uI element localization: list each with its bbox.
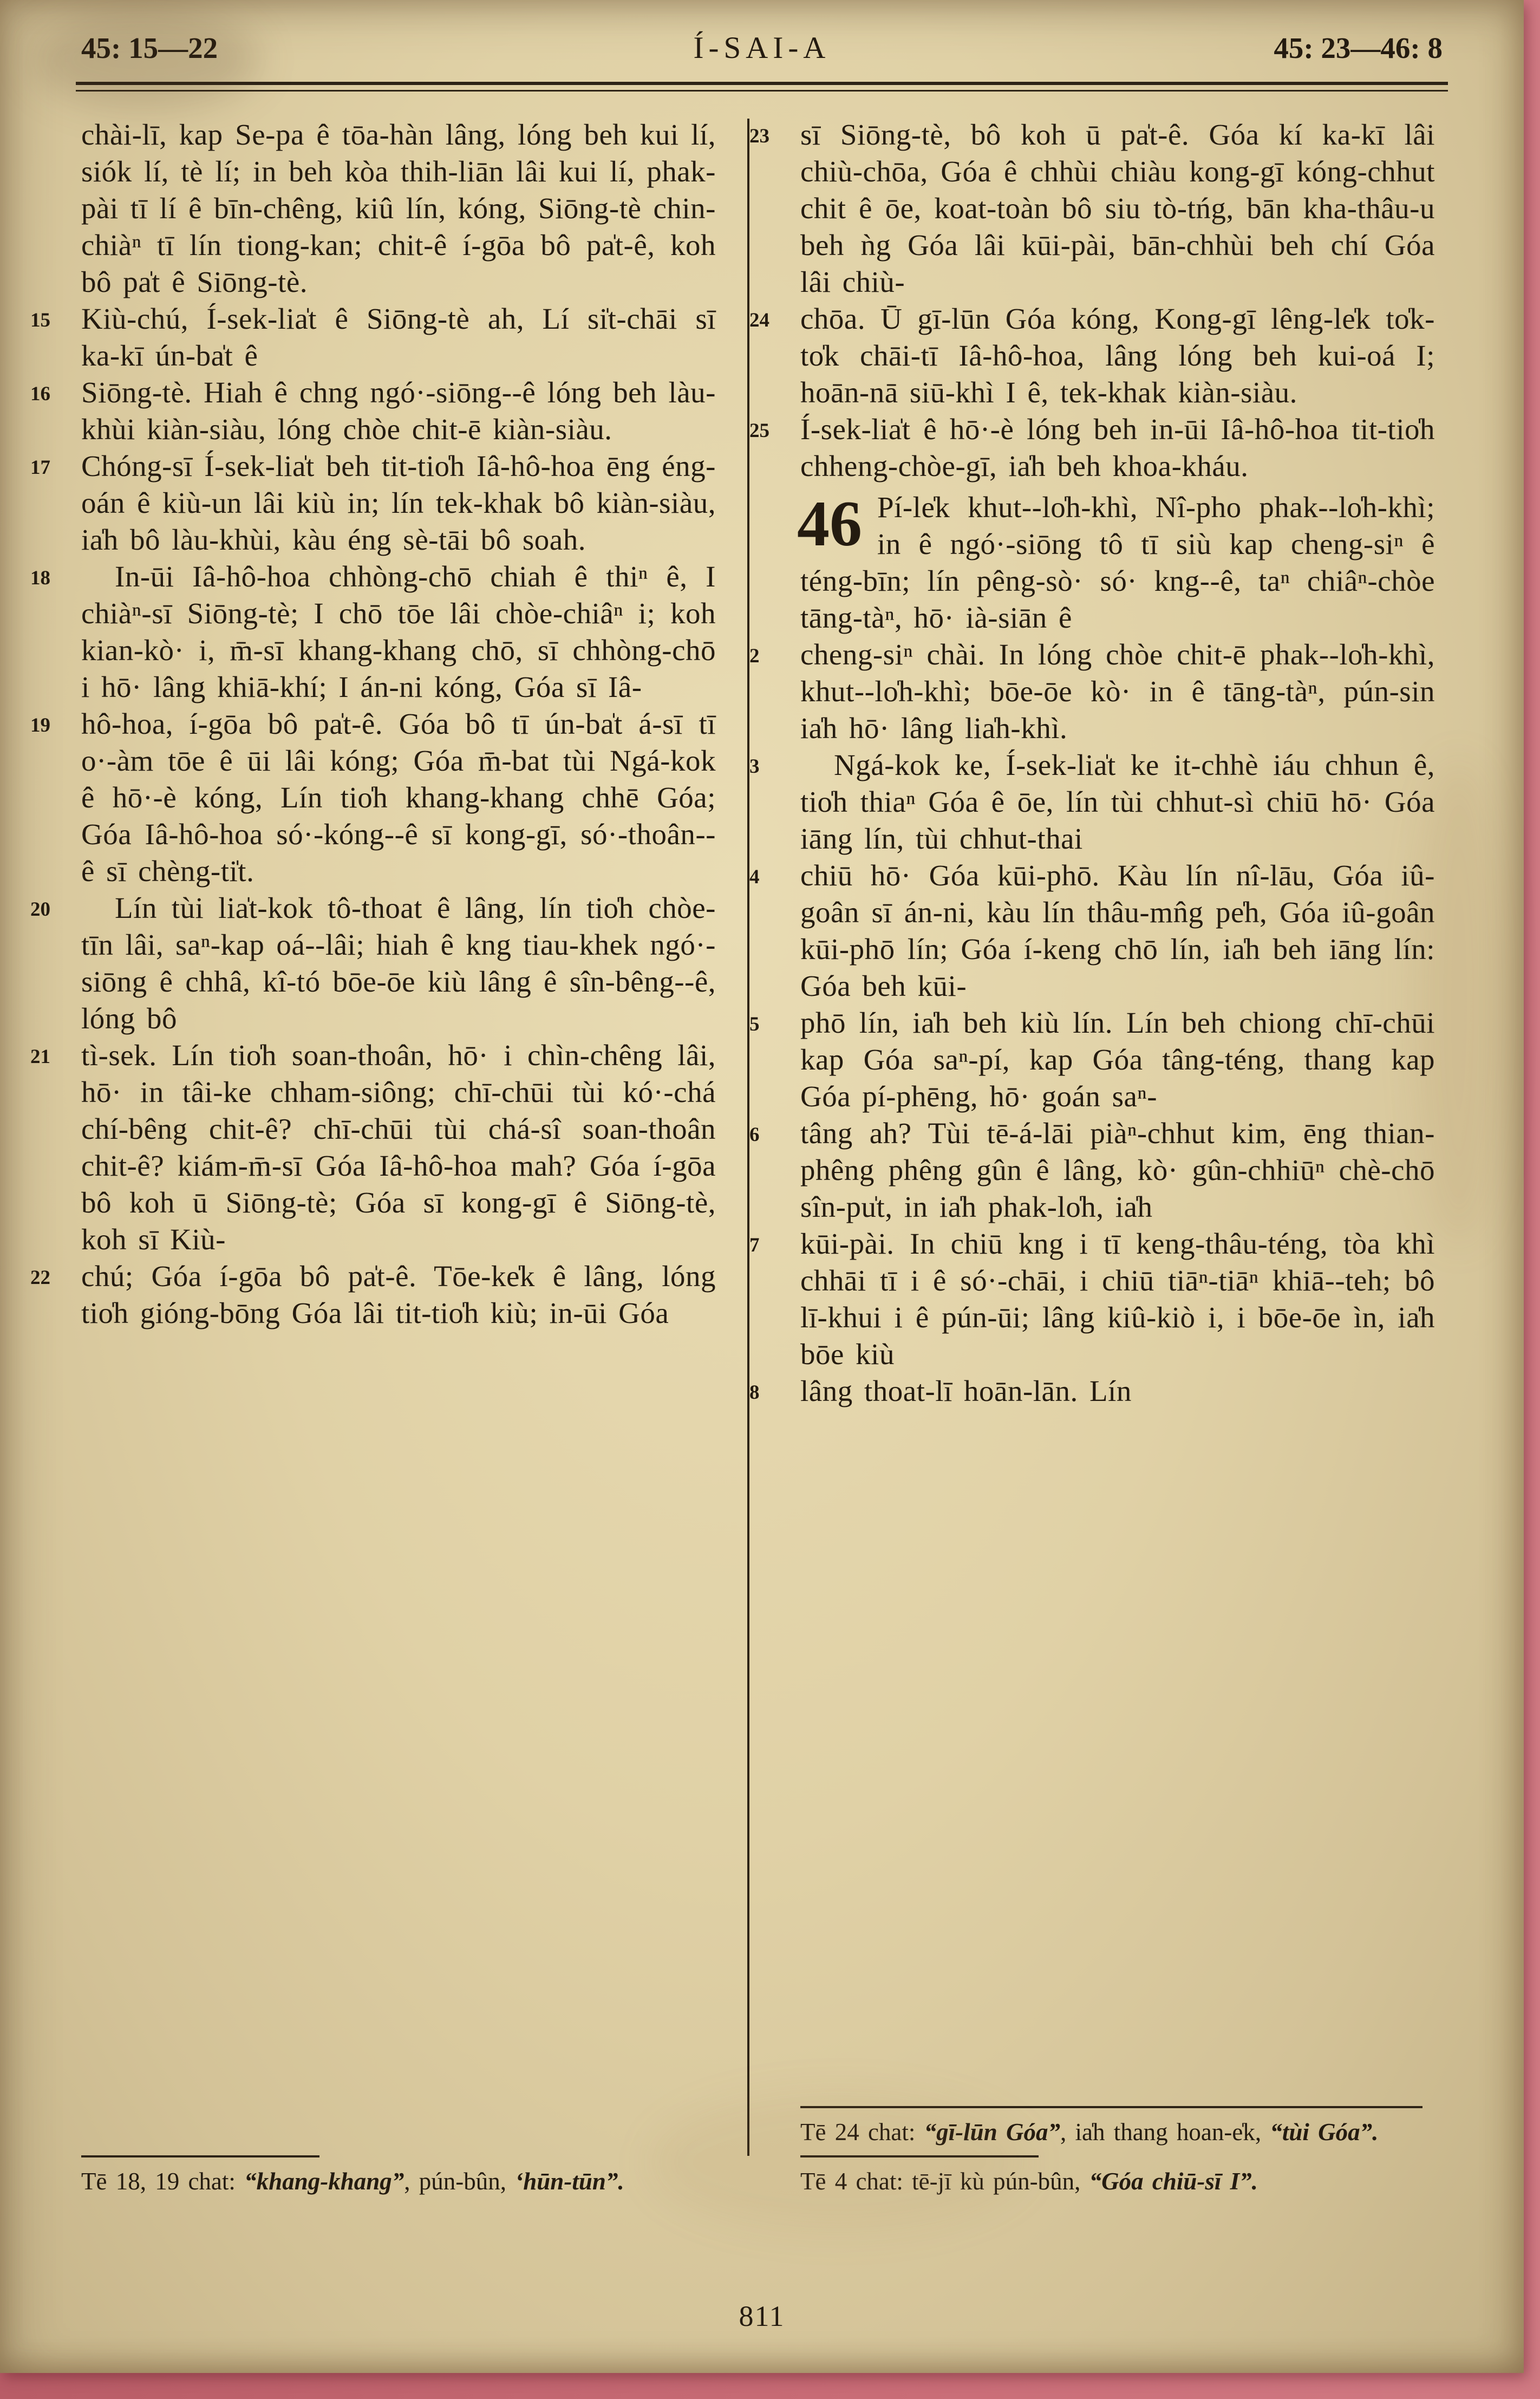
footnote-text: , pún-bûn, bbox=[404, 2168, 515, 2195]
header-rule bbox=[76, 82, 1448, 92]
verse-text: Lín tùi lia̍t-kok tô-thoat ê lâng, lín tio̍h chòe-tīn lâi, saⁿ-kap oá--lâi; hiah ê kng tiau-khek ngó·-siōng ê chhâ, kî-tó bōe-ōe kiù lâng ê sîn-bêng--ê, lóng bô bbox=[81, 891, 716, 1035]
footnote-text: Tē 18, 19 chat: bbox=[81, 2168, 245, 2195]
verse-paragraph bbox=[749, 1005, 1435, 1115]
chapter-start-paragraph bbox=[797, 487, 1435, 636]
verse-text: tâng ah? Tùi tē-á-lāi piàⁿ-chhut kim, ēng thian-phêng phêng gûn ê lâng, kò· gûn-chhiūⁿ chè-chō sîn-pu̍t, in ia̍h phak-lo̍h, ia̍h bbox=[800, 1117, 1435, 1223]
footnote-term: ‘hūn-tūn”. bbox=[515, 2168, 624, 2195]
verse-number: 8 bbox=[749, 1381, 760, 1404]
verse-paragraph bbox=[749, 1373, 1435, 1410]
verse-paragraph bbox=[749, 747, 1435, 857]
verse-text: kūi-pài. In chiū kng i tī keng-thâu-téng, tòa khì chhāi tī i ê só·-chāi, i chiū tiāⁿ-tiāⁿ khiā--teh; bô lī-khui i ê pún-ūi; lâng kiû-kiò i, i bōe-ōe ìn, ia̍h bōe kiù bbox=[800, 1227, 1435, 1371]
footnote-term: “tùi Góa”. bbox=[1270, 2118, 1379, 2146]
verse-number: 15 bbox=[30, 309, 50, 331]
verse-number: 23 bbox=[749, 125, 769, 147]
footnote-term: “Góa chiū-sī I”. bbox=[1089, 2168, 1258, 2195]
verse-number: 18 bbox=[30, 567, 50, 589]
right-footnotes bbox=[800, 2098, 1435, 2205]
verse-number: 16 bbox=[30, 383, 50, 405]
footnote bbox=[81, 2166, 716, 2197]
verse-paragraph bbox=[30, 448, 716, 558]
verse-number: 24 bbox=[749, 309, 769, 331]
footnote-term: “khang-khang” bbox=[244, 2168, 404, 2195]
verse-text: tì-sek. Lín tio̍h soan-thoân, hō· i chìn-chêng lâi, hō· in tâi-ke chham-siông; chī-chūi tùi kó·-chá chí-bêng chit-ê? chī-chūi tùi chá-sî soan-thoân chit-ê? kiám-m̄-sī Góa Iâ-hô-hoa mah? Góa í-gōa bô koh ū Siōng-tè; Góa sī kong-gī ê Siōng-tè, koh sī Kiù- bbox=[81, 1039, 716, 1256]
verse-text: Pí-le̍k khut--lo̍h-khì, Nî-pho phak--lo̍h-khì; in ê ngó·-siōng tô tī siù kap cheng-siⁿ ê téng-bīn; lín pêng-sò· só· kng--ê, taⁿ chiâⁿ-chòe tāng-tàⁿ, hō· ià-siān ê bbox=[800, 491, 1435, 634]
running-header bbox=[0, 0, 1524, 66]
left-footnotes bbox=[81, 2148, 716, 2205]
verse-text: phō lín, ia̍h beh kiù lín. Lín beh chiong chī-chūi kap Góa saⁿ-pí, kap Góa tâng-téng, thang kap Góa pí-phēng, hō· goán saⁿ- bbox=[800, 1006, 1435, 1113]
verse-paragraph bbox=[30, 1258, 716, 1332]
footnote-text: Tē 24 chat: bbox=[800, 2118, 924, 2146]
verse-paragraph bbox=[81, 116, 716, 301]
footnote-text: Tē 4 chat: tē-jī kù pún-bûn, bbox=[800, 2168, 1089, 2195]
verse-paragraph bbox=[749, 411, 1435, 485]
right-column bbox=[749, 116, 1435, 2205]
verse-paragraph bbox=[749, 857, 1435, 1005]
verse-text: sī Siōng-tè, bô koh ū pa̍t-ê. Góa kí ka-kī lâi chiù-chōa, Góa ê chhùi chiàu kong-gī kóng-chhut chit ê ōe, koat-toàn bô siu tò-tńg, bān kha-thâu-u beh ǹg Góa lâi kūi-pài, bān-chhùi beh chí Góa lâi chiù- bbox=[800, 118, 1435, 298]
verse-paragraph bbox=[749, 1225, 1435, 1373]
verse-text: In-ūi Iâ-hô-hoa chhòng-chō chiah ê thiⁿ ê, I chiàⁿ-sī Siōng-tè; I chō tōe lâi chòe-chiâⁿ i; koh kian-kò· i, m̄-sī khang-khang chō, sī chhòng-chō i hō· lâng khiā-khí; I án-ni kóng, Góa sī Iâ- bbox=[81, 560, 716, 703]
footnote-rule bbox=[800, 2155, 1039, 2157]
footnote-rule bbox=[800, 2106, 1422, 2108]
verse-paragraph bbox=[30, 374, 716, 448]
header-verse-range-right: 45: 23—46: 8 bbox=[1274, 31, 1443, 64]
verse-text: chú; Góa í-gōa bô pa̍t-ê. Tōe-ke̍k ê lâng, lóng tio̍h gióng-bōng Góa lâi tit-tio̍h kiù; in-ūi Góa bbox=[81, 1260, 716, 1329]
chapter-number: 46 bbox=[797, 487, 862, 559]
verse-number: 25 bbox=[749, 420, 769, 442]
verse-text: chài-lī, kap Se-pa ê tōa-hàn lâng, lóng beh kui lí, siók lí, tè lí; in beh kòa thih-liān lâi kui lí, phak-pài tī lí ê bīn-chêng, kiû lín, kóng, Siōng-tè chin-chiàⁿ tī lín tiong-kan; chit-ê í-gōa bô pa̍t-ê, koh bô pa̍t ê Siōng-tè. bbox=[81, 118, 716, 298]
verse-number: 20 bbox=[30, 898, 50, 921]
verse-text: lâng thoat-lī hoān-lān. Lín bbox=[800, 1374, 1132, 1407]
footnote-text: , ia̍h thang hoan-e̍k, bbox=[1060, 2118, 1270, 2146]
verse-number: 3 bbox=[749, 755, 760, 778]
page-title: Í-SAI-A bbox=[693, 31, 831, 65]
verse-number: 7 bbox=[749, 1234, 760, 1256]
verse-paragraph bbox=[30, 890, 716, 1037]
verse-number: 22 bbox=[30, 1267, 50, 1289]
verse-text: hô-hoa, í-gōa bô pa̍t-ê. Góa bô tī ún-ba̍t á-sī tī o·-àm tōe ê ūi lâi kóng; Góa m̄-bat tùi Ngá-kok ê hō·-è kóng, Lín tio̍h khang-khang chhē Góa; Góa Iâ-hô-hoa só·-kóng--ê sī kong-gī, só·-thoân--ê sī chèng-ti̍t. bbox=[81, 707, 716, 888]
verse-text: chōa. Ū gī-lūn Góa kóng, Kong-gī lêng-le̍k to̍k-to̍k chāi-tī Iâ-hô-hoa, lâng lóng beh kui-oá I; hoān-nā siū-khì I ê, tek-khak kiàn-siàu. bbox=[800, 302, 1435, 409]
verse-text: Í-sek-lia̍t ê hō·-è lóng beh in-ūi Iâ-hô-hoa tit-tio̍h chheng-chòe-gī, ia̍h beh khoa-kháu. bbox=[800, 413, 1435, 483]
verse-text: chiū hō· Góa kūi-phō. Kàu lín nî-lāu, Góa iû-goân sī án-ni, kàu lín thâu-mn̂g pe̍h, Góa iû-goân kūi-phō lín; Góa í-keng chō lín, ia̍h beh iāng lín: Góa beh kūi- bbox=[800, 859, 1435, 1002]
verse-paragraph bbox=[30, 706, 716, 890]
verse-number: 4 bbox=[749, 866, 760, 888]
footnote-rule bbox=[81, 2155, 319, 2157]
verse-number: 2 bbox=[749, 645, 760, 667]
left-column bbox=[30, 116, 716, 2205]
verse-paragraph bbox=[30, 301, 716, 374]
footnote-term: “gī-lūn Góa” bbox=[924, 2118, 1060, 2146]
footnote bbox=[800, 2117, 1435, 2148]
verse-number: 6 bbox=[749, 1124, 760, 1146]
verse-number: 17 bbox=[30, 457, 50, 479]
verse-paragraph bbox=[749, 636, 1435, 747]
verse-text: Kiù-chú, Í-sek-lia̍t ê Siōng-tè ah, Lí si̍t-chāi sī ka-kī ún-ba̍t ê bbox=[81, 302, 716, 372]
verse-paragraph bbox=[749, 116, 1435, 301]
verse-text: Chóng-sī Í-sek-lia̍t beh tit-tio̍h Iâ-hô-hoa ēng éng-oán ê kiù-un lâi kiù in; lín tek-khak bô kiàn-siàu, ia̍h bô làu-khùi, kàu éng sè-tāi bô soah. bbox=[81, 449, 716, 556]
verse-number: 21 bbox=[30, 1046, 50, 1068]
verse-number: 19 bbox=[30, 714, 50, 736]
text-block bbox=[30, 116, 1524, 2205]
verse-paragraph bbox=[30, 558, 716, 706]
verse-text: cheng-siⁿ chài. In lóng chòe chit-ē phak--lo̍h-khì, khut--lo̍h-khì; bōe-ōe kò· in ê tāng-tàⁿ, pún-sin ia̍h hō· lâng lia̍h-khì. bbox=[800, 638, 1435, 745]
footnote bbox=[800, 2166, 1435, 2197]
verse-text: Ngá-kok ke, Í-sek-lia̍t ke it-chhè iáu chhun ê, tio̍h thiaⁿ Góa ê ōe, lín tùi chhut-sì chiū hō· Góa iāng lín, tùi chhut-thai bbox=[800, 748, 1435, 855]
page-number: 811 bbox=[739, 2300, 785, 2332]
verse-paragraph bbox=[30, 1037, 716, 1258]
verse-number: 5 bbox=[749, 1013, 760, 1035]
header-verse-range-left: 45: 15—22 bbox=[81, 31, 218, 64]
verse-text: Siōng-tè. Hiah ê chng ngó·-siōng--ê lóng beh làu-khùi kiàn-siàu, lóng chòe chit-ē kiàn-siàu. bbox=[81, 376, 716, 446]
verse-paragraph bbox=[749, 1115, 1435, 1225]
verse-paragraph bbox=[749, 301, 1435, 411]
